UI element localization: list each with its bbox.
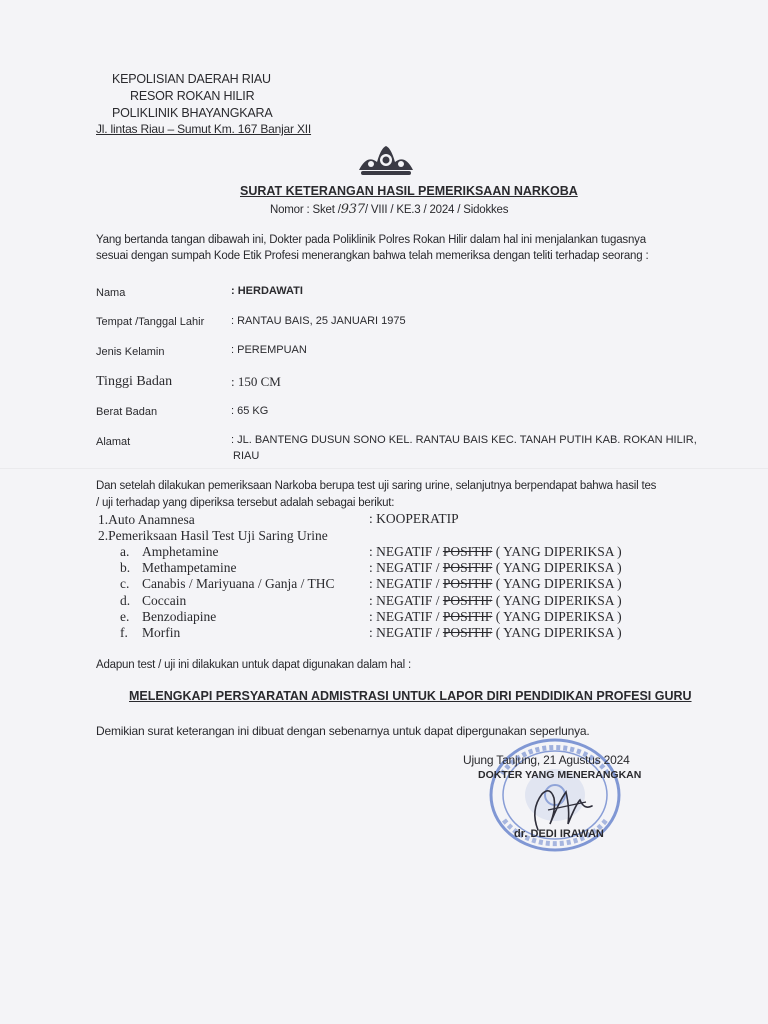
signature-role: DOKTER YANG MENERANGKAN xyxy=(478,769,642,781)
test-letter: c. xyxy=(120,576,130,591)
test-row xyxy=(120,560,237,576)
signature-place-date: Ujung Tanjung, 21 Agustus 2024 xyxy=(463,753,630,767)
label-berat-badan: Berat Badan xyxy=(96,406,158,418)
label-alamat: Alamat xyxy=(96,436,131,448)
test-letter: d. xyxy=(120,593,131,608)
test-result xyxy=(369,609,622,625)
test-name: Methampetamine xyxy=(142,560,237,575)
test-row xyxy=(120,593,187,609)
value-jenis-kelamin: : PEREMPUAN xyxy=(231,344,307,356)
test-row xyxy=(120,544,219,560)
result-negatif: : NEGATIF / xyxy=(369,593,440,608)
item-auto-anamnesa-label: 1.Auto Anamnesa xyxy=(98,512,195,527)
header-line-2: RESOR ROKAN HILIR xyxy=(130,89,255,103)
test-row xyxy=(120,576,335,592)
header-line-3: POLIKLINIK BHAYANGKARA xyxy=(112,106,273,120)
police-emblem-icon xyxy=(353,140,419,180)
test-row xyxy=(120,625,181,641)
value-alamat-line-1: : JL. BANTENG DUSUN SONO KEL. RANTAU BAIS KEC. TANAH PUTIH KAB. ROKAN HILIR, xyxy=(231,434,697,446)
item-urine-test-label: 2.Pemeriksaan Hasil Test Uji Saring Urine xyxy=(98,528,328,543)
result-positif-struck: POSITIF xyxy=(442,544,493,559)
result-tail: ( YANG DIPERIKSA ) xyxy=(495,544,622,559)
number-handwritten: 937 xyxy=(340,202,365,217)
test-result xyxy=(369,625,622,641)
test-name: Benzodiapine xyxy=(142,609,217,624)
result-positif-struck: POSITIF xyxy=(442,593,493,608)
number-suffix: / VIII / KE.3 / 2024 / Sidokkes xyxy=(364,204,509,216)
test-name: Morfin xyxy=(142,625,181,640)
header-address: Jl. lintas Riau – Sumut Km. 167 Banjar XII xyxy=(96,122,312,136)
intro-line-1: Yang bertanda tangan dibawah ini, Dokter pada Poliklinik Polres Rokan Hilir dalam hal ini menjalankan tugasnya xyxy=(96,234,646,246)
result-negatif: : NEGATIF / xyxy=(369,609,440,624)
test-result xyxy=(369,576,622,592)
label-tempat-tanggal-lahir: Tempat /Tanggal Lahir xyxy=(96,316,205,328)
label-nama: Nama xyxy=(96,287,126,299)
exam-line-1: Dan setelah dilakukan pemeriksaan Narkoba berupa test uji saring urine, selanjutnya berpendapat bahwa hasil tes xyxy=(96,480,657,492)
result-negatif: : NEGATIF / xyxy=(369,560,440,575)
result-tail: ( YANG DIPERIKSA ) xyxy=(495,625,622,640)
document-title: SURAT KETERANGAN HASIL PEMERIKSAAN NARKOBA xyxy=(240,184,578,198)
result-tail: ( YANG DIPERIKSA ) xyxy=(495,609,622,624)
header-line-1: KEPOLISIAN DAERAH RIAU xyxy=(112,72,271,86)
purpose-statement: MELENGKAPI PERSYARATAN ADMISTRASI UNTUK LAPOR DIRI PENDIDIKAN PROFESI GURU xyxy=(129,689,692,703)
value-tempat-tanggal-lahir: : RANTAU BAIS, 25 JANUARI 1975 xyxy=(231,315,406,327)
value-tinggi-badan: : 150 CM xyxy=(231,374,281,389)
test-letter: b. xyxy=(120,560,131,575)
test-name: Coccain xyxy=(142,593,187,608)
test-letter: f. xyxy=(120,625,128,640)
result-negatif: : NEGATIF / xyxy=(369,544,440,559)
test-result xyxy=(369,593,622,609)
test-letter: e. xyxy=(120,609,130,624)
result-positif-struck: POSITIF xyxy=(442,560,493,575)
result-tail: ( YANG DIPERIKSA ) xyxy=(495,560,622,575)
number-prefix: Nomor : Sket / xyxy=(270,204,341,216)
result-positif-struck: POSITIF xyxy=(442,576,493,591)
exam-line-2: / uji terhadap yang diperiksa tersebut adalah sebagai berikut: xyxy=(96,497,395,509)
result-positif-struck: POSITIF xyxy=(442,609,493,624)
purpose-intro: Adapun test / uji ini dilakukan untuk dapat digunakan dalam hal : xyxy=(96,659,411,671)
value-alamat-line-2: RIAU xyxy=(233,450,260,462)
result-tail: ( YANG DIPERIKSA ) xyxy=(495,576,622,591)
intro-line-2: sesuai dengan sumpah Kode Etik Profesi menerangkan bahwa telah memeriksa dengan teliti terhadap seorang : xyxy=(96,250,649,262)
result-negatif: : NEGATIF / xyxy=(369,625,440,640)
test-name: Amphetamine xyxy=(142,544,219,559)
closing-statement: Demikian surat keterangan ini dibuat dengan sebenarnya untuk dapat dipergunakan seperlunya. xyxy=(96,724,590,738)
test-letter: a. xyxy=(120,544,130,559)
test-result xyxy=(369,560,622,576)
label-tinggi-badan: Tinggi Badan xyxy=(96,374,173,389)
result-negatif: : NEGATIF / xyxy=(369,576,440,591)
paper-fold-line xyxy=(0,468,768,469)
value-berat-badan: : 65 KG xyxy=(231,405,269,417)
test-name: Canabis / Mariyuana / Ganja / THC xyxy=(142,576,335,591)
document-number xyxy=(270,202,508,217)
test-row xyxy=(120,609,217,625)
value-nama: : HERDAWATI xyxy=(231,285,303,297)
result-tail: ( YANG DIPERIKSA ) xyxy=(495,593,622,608)
item-auto-anamnesa-value: : KOOPERATIP xyxy=(369,511,459,526)
result-positif-struck: POSITIF xyxy=(442,625,493,640)
label-jenis-kelamin: Jenis Kelamin xyxy=(96,346,165,358)
signature-name: dr. DEDI IRAWAN xyxy=(514,828,604,840)
test-result xyxy=(369,544,622,560)
